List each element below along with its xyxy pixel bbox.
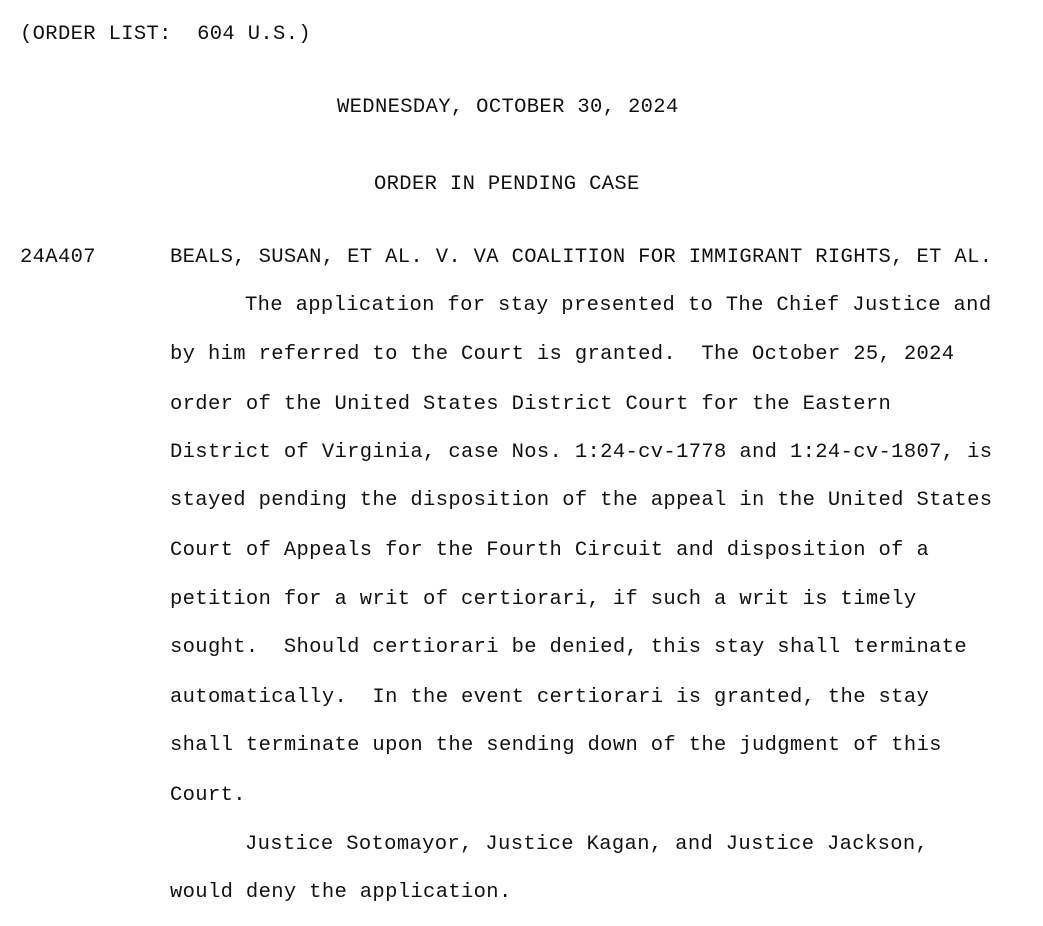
order-paragraph-line: petition for a writ of certiorari, if such a writ is timely xyxy=(170,588,917,611)
dissent-paragraph-line: would deny the application. xyxy=(170,881,512,904)
order-paragraph-line: Court of Appeals for the Fourth Circuit and disposition of a xyxy=(170,539,930,562)
order-paragraph-line: by him referred to the Court is granted. The October 25, 2024 xyxy=(170,343,955,366)
order-paragraph-line: shall terminate upon the sending down of the judgment of this xyxy=(170,734,942,757)
docket-number: 24A407 xyxy=(20,246,96,269)
dissent-paragraph-line: Justice Sotomayor, Justice Kagan, and Justice Jackson, xyxy=(245,833,929,856)
order-paragraph-line: order of the United States District Court for the Eastern xyxy=(170,393,892,416)
order-paragraph-line: sought. Should certiorari be denied, this stay shall terminate xyxy=(170,636,968,659)
order-paragraph-line: Court. xyxy=(170,784,246,807)
order-paragraph-line: The application for stay presented to The Chief Justice and xyxy=(245,294,992,317)
order-paragraph-line: District of Virginia, case Nos. 1:24-cv-1778 and 1:24-cv-1807, is xyxy=(170,441,993,464)
order-list-header: (ORDER LIST: 604 U.S.) xyxy=(20,23,311,46)
order-date: WEDNESDAY, OCTOBER 30, 2024 xyxy=(337,96,679,119)
section-title: ORDER IN PENDING CASE xyxy=(374,173,640,196)
case-caption: BEALS, SUSAN, ET AL. V. VA COALITION FOR IMMIGRANT RIGHTS, ET AL. xyxy=(170,246,993,269)
order-paragraph-line: stayed pending the disposition of the appeal in the United States xyxy=(170,489,993,512)
order-paragraph-line: automatically. In the event certiorari is granted, the stay xyxy=(170,686,930,709)
